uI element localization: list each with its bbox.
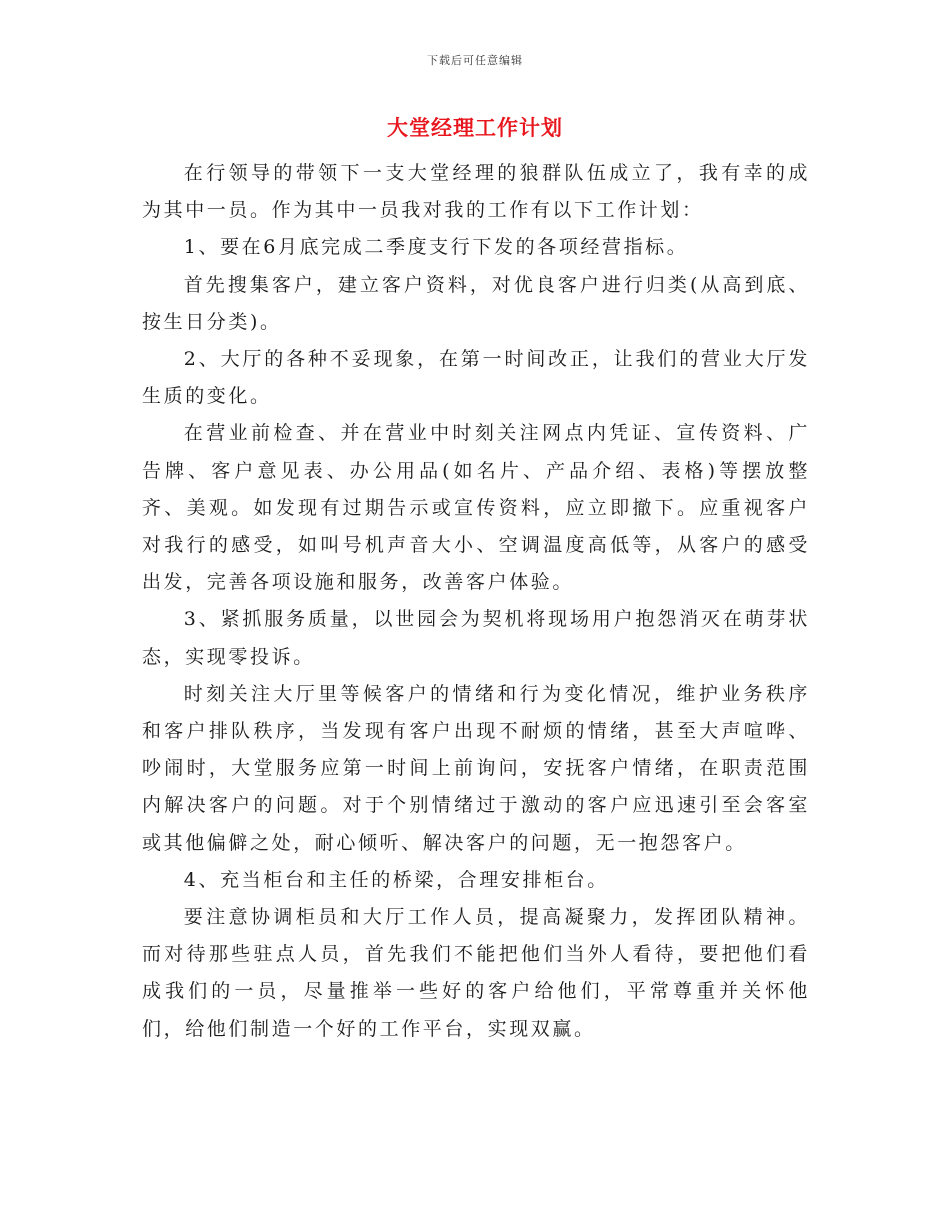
paragraph-item-2-heading: 2、大厅的各种不妥现象，在第一时间改正，让我们的营业大厅发生质的变化。 <box>142 348 810 408</box>
paragraph-item-3-heading: 3、紧抓服务质量，以世园会为契机将现场用户抱怨消灭在萌芽状态，实现零投诉。 <box>142 608 810 668</box>
paragraph-item-1-detail: 首先搜集客户，建立客户资料，对优良客户进行归类(从高到底、按生日分类)。 <box>142 273 810 333</box>
header-note: 下载后可任意编辑 <box>427 54 523 67</box>
document-body <box>142 155 810 1048</box>
paragraph-item-3-detail: 时刻关注大厅里等候客户的情绪和行为变化情况，维护业务秩序和客户排队秩序，当发现有客户出现不耐烦的情绪，甚至大声喧哗、吵闹时，大堂服务应第一时间上前询问，安抚客户情绪，在职责范围内解决客户的问题。对于个别情绪过于激动的客户应迅速引至会客室或其他偏僻之处，耐心倾听、解决客户的问题，无一抱怨客户。 <box>142 682 810 854</box>
paragraph-item-4-heading: 4、充当柜台和主任的桥梁，合理安排柜台。 <box>183 868 609 891</box>
paragraph-item-4-detail: 要注意协调柜员和大厅工作人员，提高凝聚力，发挥团队精神。而对待那些驻点人员，首先我们不能把他们当外人看待，要把他们看成我们的一员，尽量推举一些好的客户给他们，平常尊重并关怀他们，给他们制造一个好的工作平台，实现双赢。 <box>142 906 810 1040</box>
paragraph-item-1-heading: 1、要在6月底完成二季度支行下发的各项经营指标。 <box>183 236 689 259</box>
document-title: 大堂经理工作计划 <box>387 115 563 140</box>
paragraph-intro: 在行领导的带领下一支大堂经理的狼群队伍成立了，我有幸的成为其中一员。作为其中一员我对我的工作有以下工作计划： <box>142 162 810 222</box>
paragraph-item-2-detail: 在营业前检查、并在营业中时刻关注网点内凭证、宣传资料、广告牌、客户意见表、办公用品(如名片、产品介绍、表格)等摆放整齐、美观。如发现有过期告示或宣传资料，应立即撤下。应重视客户对我行的感受，如叫号机声音大小、空调温度高低等，从客户的感受出发，完善各项设施和服务，改善客户体验。 <box>142 422 810 594</box>
